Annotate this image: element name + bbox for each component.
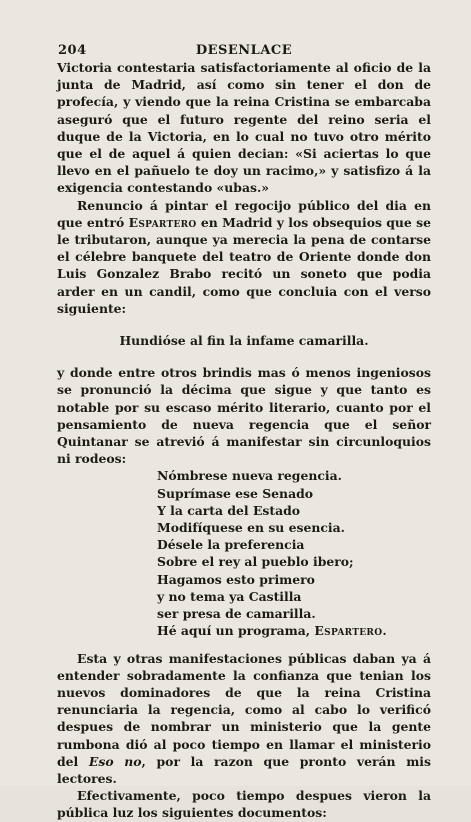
paragraph-2-start: Renuncio á pintar el regocijo público del dia en que entró [57, 197, 431, 230]
decima-line: Désele la preferencia [157, 537, 305, 553]
decima-last-line-end: . [382, 623, 387, 639]
decima-poem [157, 467, 431, 639]
decima-line: Y la carta del Estado [157, 502, 301, 518]
paragraph-4 [57, 650, 431, 788]
decima-line: Suprímase ese Senado [157, 485, 314, 501]
text-body [57, 59, 431, 822]
decima-line: Modifíquese en su esencia. [157, 520, 345, 536]
decima-line: Hagamos esto primero [157, 571, 315, 587]
paragraph-2-rest: en Madrid y los obsequios que se le tributaron, aunque ya merecia la pena de contarse el célebre banquete del teatro de Oriente donde don Luis Gonzalez Brabo recitó un soneto que podia arder en un candil, como que concluia con el verso siguiente: [57, 214, 431, 316]
paragraph-4-end: , por la razon que pronto verán mis lectores. [57, 753, 431, 786]
running-title: DESENLACE [195, 43, 293, 58]
decima-last-line [157, 622, 431, 639]
paragraph-2 [57, 197, 431, 317]
name-espartero: Espartero [314, 623, 383, 639]
page-number: 204 [58, 43, 87, 58]
name-espartero: Espartero [128, 214, 197, 230]
paragraph-4-main: Esta y otras manifestaciones públicas daban ya á entender sobradamente la confianza que tenian los nuevos dominadores de que la reina Cristina renunciaria la regencia, como al cabo lo verificó despues de nombrar un ministerio que la gente rumbona dió al poco tiempo en llamar el ministerio del [57, 650, 431, 769]
decima-line: Sobre el rey al pueblo ibero; [157, 554, 354, 570]
decima-line: ser presa de camarilla. [157, 606, 316, 622]
decima-line: Nómbrese nueva regencia. [157, 468, 342, 484]
decima-line: y no tema ya Castilla [157, 588, 302, 604]
paragraph-3: y donde entre otros brindis mas ó menos ingeniosos se pronunció la décima que sigue y que tanto es notable por su escaso mérito literario, cuanto por el pensamiento de nueva regencia que el señor Quintanar se atrevió á manifestar sin circunloquios ni rodeos: [57, 365, 431, 467]
eso-no-phrase: Eso no [88, 753, 142, 769]
decima-last-line-start: Hé aquí un programa, [157, 623, 315, 639]
paragraph-5: Efectivamente, poco tiempo despues vieron la pública luz los siguientes documentos: [57, 788, 431, 821]
paragraph-1: Victoria contestaria satisfactoriamente al oficio de la junta de Madrid, así como sin tener el don de profecía, y viendo que la reina Cristina se embarcaba aseguró que el futuro regente del reino seria el duque de la Victoria, en lo cual no tuvo otro mérito que el de aquel á quien decian: «Si aciertas lo que llevo en el pañuelo te doy un racimo,» y satisfizo á la exigencia contestando «ubas.» [57, 60, 431, 196]
quoted-verse: Hundióse al fin la infame camarilla. [119, 333, 369, 349]
